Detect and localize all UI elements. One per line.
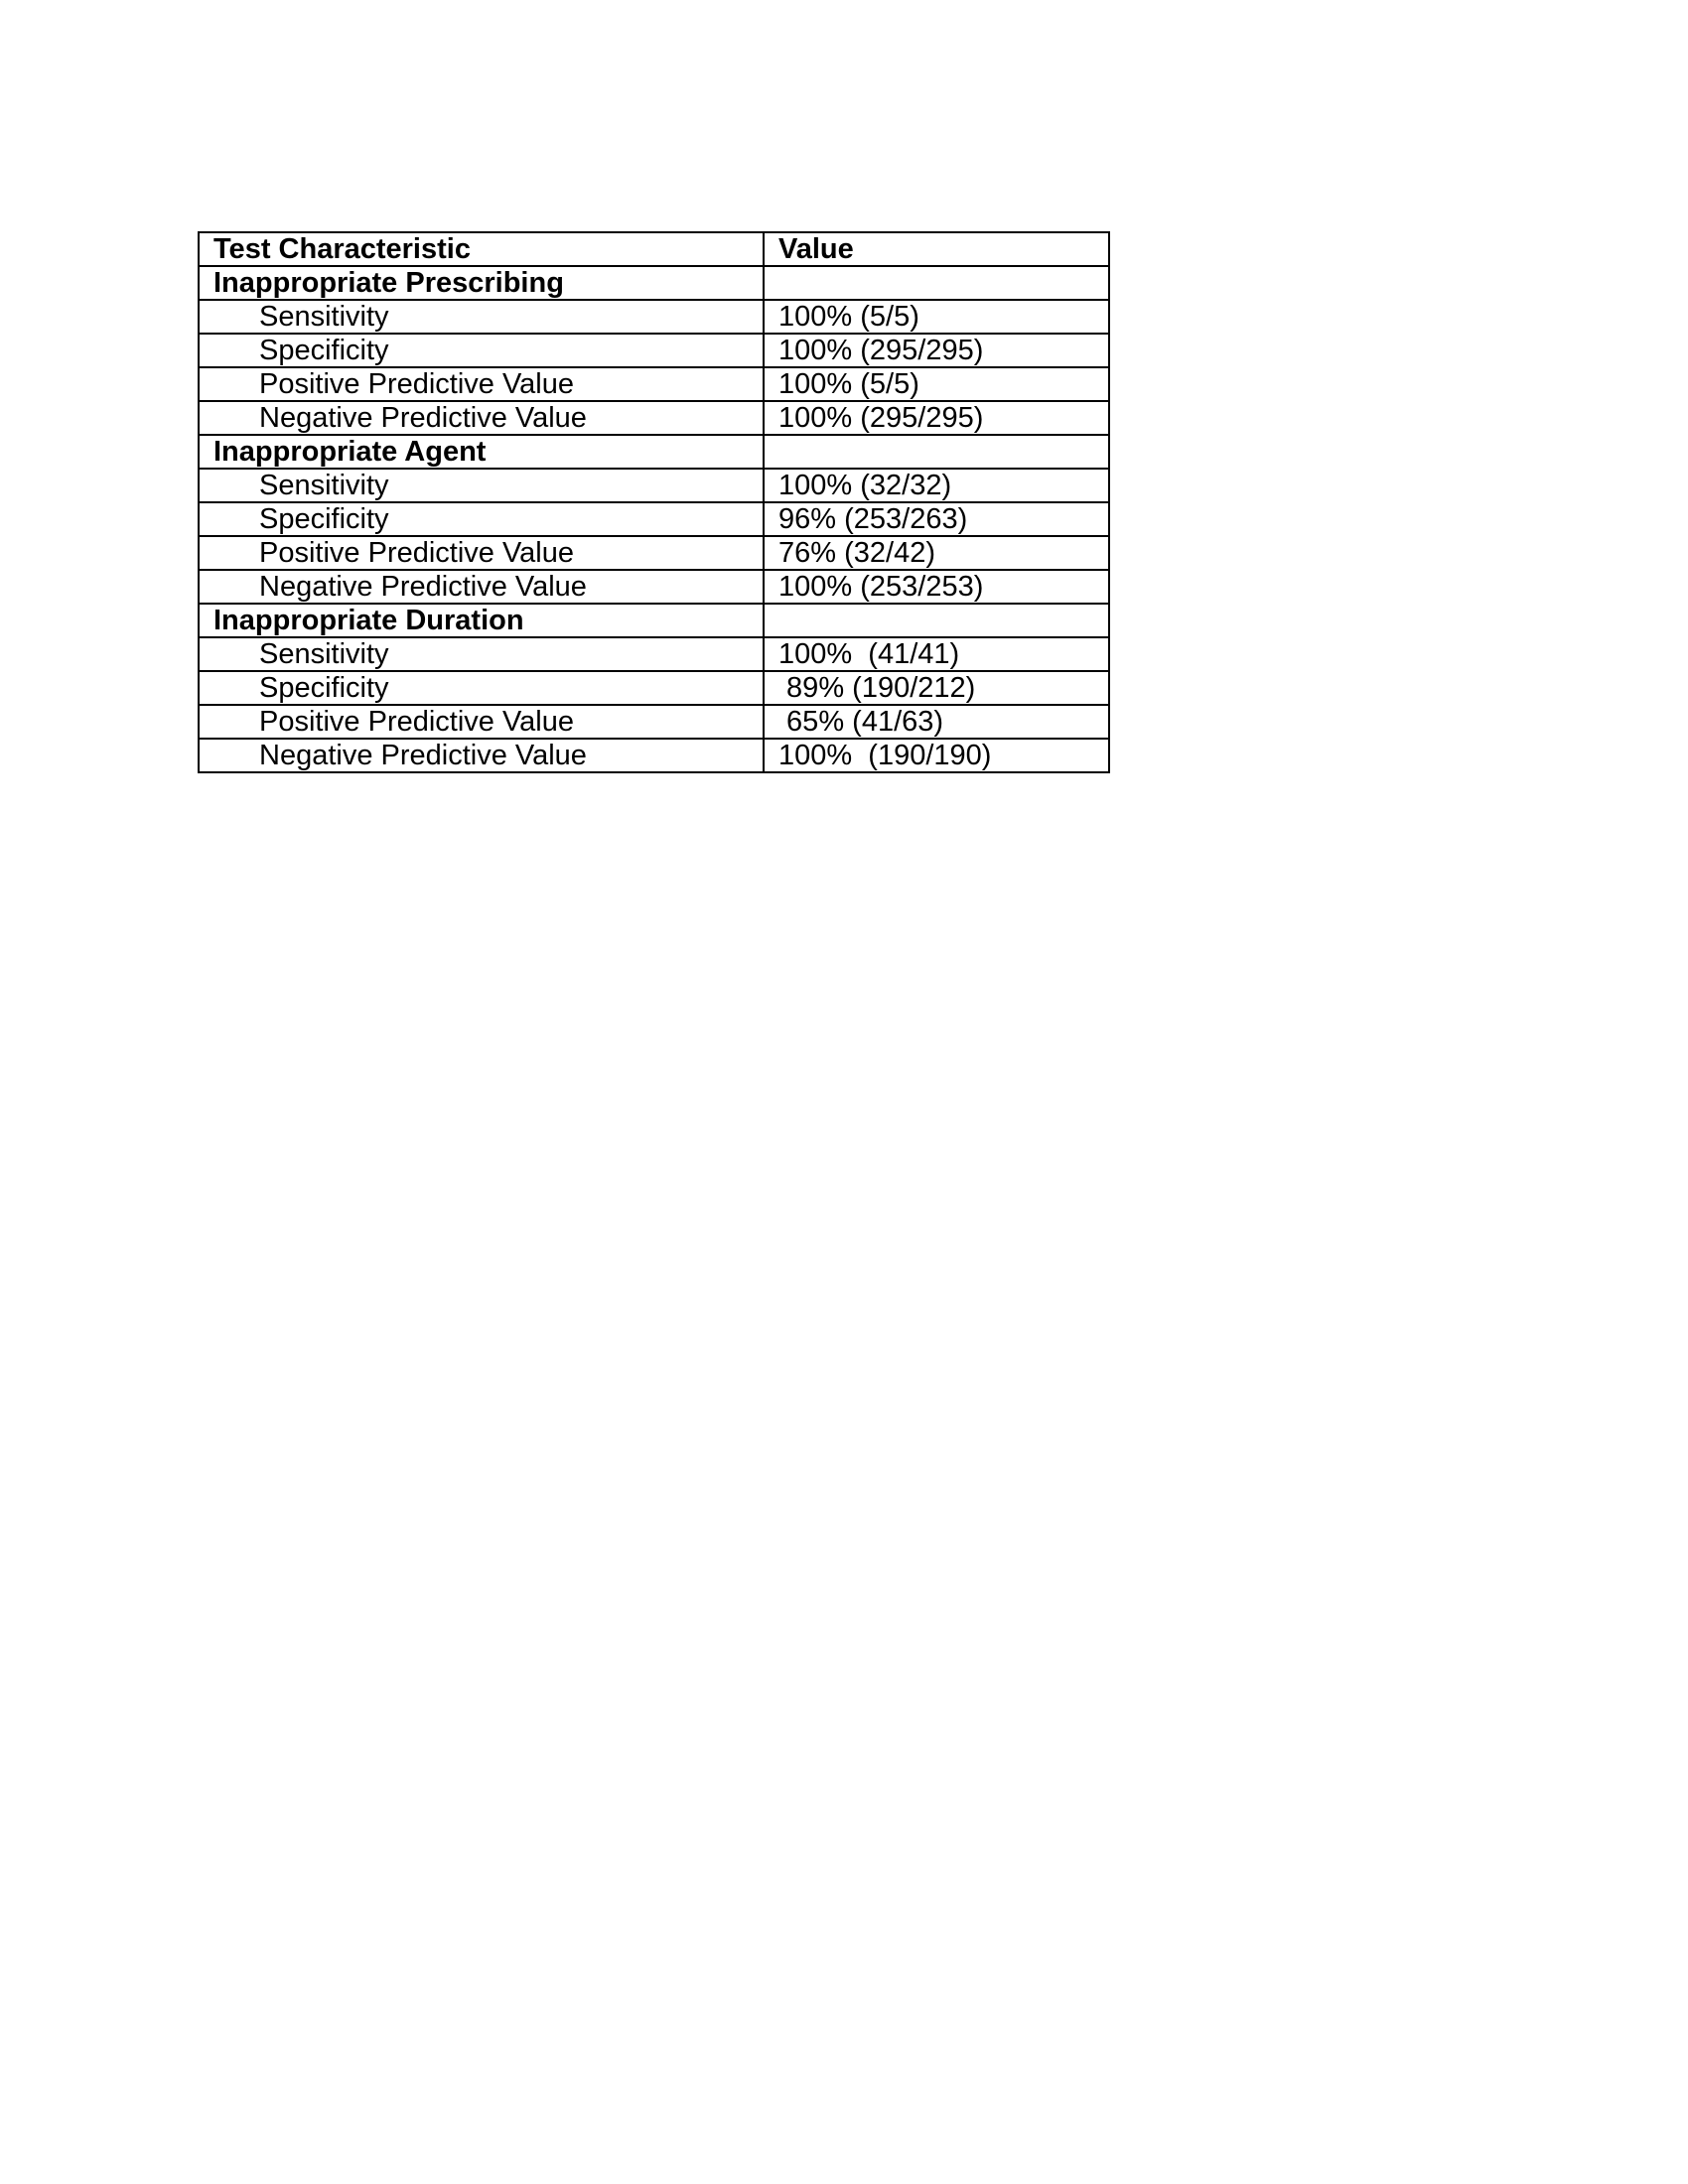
section-value-empty — [764, 266, 1109, 300]
table-row — [199, 334, 1109, 367]
section-title: Inappropriate Prescribing — [199, 266, 764, 300]
section-row-agent — [199, 435, 1109, 469]
section-value-empty — [764, 604, 1109, 637]
row-label: Specificity — [199, 334, 764, 367]
section-value-empty — [764, 435, 1109, 469]
row-label: Positive Predictive Value — [199, 705, 764, 739]
table-row — [199, 637, 1109, 671]
table-row — [199, 469, 1109, 502]
row-label: Specificity — [199, 502, 764, 536]
row-value: 100% (190/190) — [764, 739, 1109, 772]
row-value: 100% (5/5) — [764, 367, 1109, 401]
header-test-characteristic: Test Characteristic — [199, 232, 764, 266]
table-row — [199, 502, 1109, 536]
row-value: 96% (253/263) — [764, 502, 1109, 536]
row-value: 100% (41/41) — [764, 637, 1109, 671]
row-value: 100% (295/295) — [764, 401, 1109, 435]
row-value: 65% (41/63) — [764, 705, 1109, 739]
row-value: 100% (5/5) — [764, 300, 1109, 334]
section-title: Inappropriate Duration — [199, 604, 764, 637]
table-row — [199, 367, 1109, 401]
table-row — [199, 300, 1109, 334]
section-row-duration — [199, 604, 1109, 637]
row-label: Sensitivity — [199, 469, 764, 502]
row-label: Negative Predictive Value — [199, 401, 764, 435]
table-row — [199, 739, 1109, 772]
row-label: Specificity — [199, 671, 764, 705]
table-row — [199, 570, 1109, 604]
section-row-prescribing — [199, 266, 1109, 300]
table-row — [199, 401, 1109, 435]
row-value: 89% (190/212) — [764, 671, 1109, 705]
row-label: Positive Predictive Value — [199, 536, 764, 570]
row-label: Sensitivity — [199, 300, 764, 334]
row-label: Sensitivity — [199, 637, 764, 671]
header-value: Value — [764, 232, 1109, 266]
table-row — [199, 705, 1109, 739]
row-value: 100% (295/295) — [764, 334, 1109, 367]
row-label: Negative Predictive Value — [199, 739, 764, 772]
row-label: Negative Predictive Value — [199, 570, 764, 604]
table-header-row — [199, 232, 1109, 266]
table-row — [199, 671, 1109, 705]
row-label: Positive Predictive Value — [199, 367, 764, 401]
row-value: 100% (32/32) — [764, 469, 1109, 502]
section-title: Inappropriate Agent — [199, 435, 764, 469]
table-row — [199, 536, 1109, 570]
row-value: 76% (32/42) — [764, 536, 1109, 570]
row-value: 100% (253/253) — [764, 570, 1109, 604]
test-characteristics-table — [198, 231, 1110, 773]
